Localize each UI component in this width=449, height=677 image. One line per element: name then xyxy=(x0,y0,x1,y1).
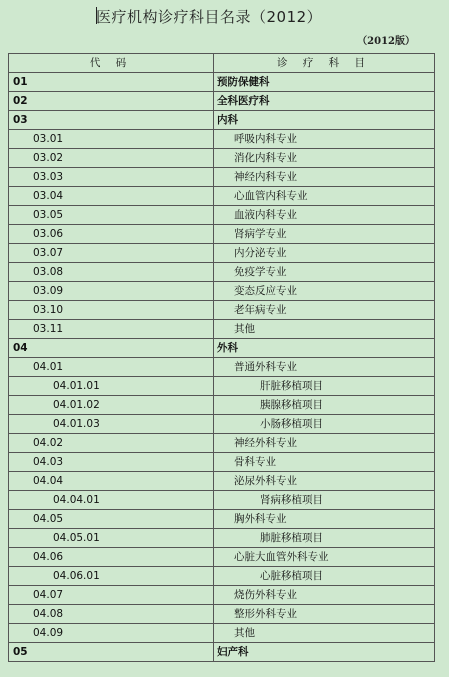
row-code: 03.10 xyxy=(9,301,214,320)
table-row xyxy=(9,358,435,377)
row-code: 04.01.03 xyxy=(9,415,214,434)
table-row xyxy=(9,453,435,472)
table-header-row xyxy=(9,54,435,73)
row-code: 04.02 xyxy=(9,434,214,453)
table-row xyxy=(9,301,435,320)
row-code: 03.04 xyxy=(9,187,214,206)
table-row xyxy=(9,548,435,567)
row-subject: 免疫学专业 xyxy=(214,263,435,282)
table-row xyxy=(9,567,435,586)
row-subject: 预防保健科 xyxy=(214,73,435,92)
table-row xyxy=(9,320,435,339)
table-row xyxy=(9,92,435,111)
table-row xyxy=(9,434,435,453)
table-row xyxy=(9,168,435,187)
row-code: 03.01 xyxy=(9,130,214,149)
row-code: 03.07 xyxy=(9,244,214,263)
row-code: 04.05.01 xyxy=(9,529,214,548)
row-subject: 肺脏移植项目 xyxy=(214,529,435,548)
row-code: 02 xyxy=(9,92,214,111)
row-subject: 心脏移植项目 xyxy=(214,567,435,586)
row-subject: 老年病专业 xyxy=(214,301,435,320)
table-row xyxy=(9,586,435,605)
row-subject: 内科 xyxy=(214,111,435,130)
table-row xyxy=(9,111,435,130)
row-subject: 普通外科专业 xyxy=(214,358,435,377)
table-row xyxy=(9,605,435,624)
row-code: 03.02 xyxy=(9,149,214,168)
table-row xyxy=(9,73,435,92)
row-subject: 全科医疗科 xyxy=(214,92,435,111)
table-row xyxy=(9,206,435,225)
table-row xyxy=(9,377,435,396)
row-code: 04.03 xyxy=(9,453,214,472)
row-code: 04.01.02 xyxy=(9,396,214,415)
row-subject: 其他 xyxy=(214,320,435,339)
table-row xyxy=(9,510,435,529)
table-row xyxy=(9,149,435,168)
table-row xyxy=(9,624,435,643)
row-subject: 骨科专业 xyxy=(214,453,435,472)
row-subject: 外科 xyxy=(214,339,435,358)
table-body xyxy=(9,73,435,662)
table-row xyxy=(9,339,435,358)
row-subject: 肾病学专业 xyxy=(214,225,435,244)
row-code: 04.05 xyxy=(9,510,214,529)
row-subject: 消化内科专业 xyxy=(214,149,435,168)
row-code: 04.08 xyxy=(9,605,214,624)
row-code: 03.05 xyxy=(9,206,214,225)
row-code: 03.03 xyxy=(9,168,214,187)
header-code: 代 码 xyxy=(9,54,214,73)
row-subject: 神经外科专业 xyxy=(214,434,435,453)
row-code: 04.01 xyxy=(9,358,214,377)
row-code: 03.09 xyxy=(9,282,214,301)
table-row xyxy=(9,282,435,301)
table-row xyxy=(9,130,435,149)
table-row xyxy=(9,225,435,244)
row-subject: 内分泌专业 xyxy=(214,244,435,263)
row-subject: 肝脏移植项目 xyxy=(214,377,435,396)
row-subject: 小肠移植项目 xyxy=(214,415,435,434)
row-code: 03.08 xyxy=(9,263,214,282)
row-code: 04.04 xyxy=(9,472,214,491)
row-subject: 神经内科专业 xyxy=(214,168,435,187)
row-code: 04.01.01 xyxy=(9,377,214,396)
row-subject: 整形外科专业 xyxy=(214,605,435,624)
row-subject: 胸外科专业 xyxy=(214,510,435,529)
table-row xyxy=(9,244,435,263)
table-row xyxy=(9,472,435,491)
row-code: 04.06.01 xyxy=(9,567,214,586)
table-row xyxy=(9,491,435,510)
row-code: 04.07 xyxy=(9,586,214,605)
row-code: 03.06 xyxy=(9,225,214,244)
row-subject: 胰腺移植项目 xyxy=(214,396,435,415)
row-code: 01 xyxy=(9,73,214,92)
row-code: 04.06 xyxy=(9,548,214,567)
table-row xyxy=(9,529,435,548)
row-subject: 妇产科 xyxy=(214,643,435,662)
header-subject: 诊 疗 科 目 xyxy=(214,54,435,73)
row-subject: 其他 xyxy=(214,624,435,643)
row-subject: 肾病移植项目 xyxy=(214,491,435,510)
row-subject: 心血管内科专业 xyxy=(214,187,435,206)
row-code: 04.04.01 xyxy=(9,491,214,510)
table-row xyxy=(9,187,435,206)
row-subject: 血液内科专业 xyxy=(214,206,435,225)
row-subject: 呼吸内科专业 xyxy=(214,130,435,149)
table-row xyxy=(9,263,435,282)
table-row xyxy=(9,396,435,415)
row-code: 04 xyxy=(9,339,214,358)
table-row xyxy=(9,643,435,662)
row-code: 03 xyxy=(9,111,214,130)
row-subject: 泌尿外科专业 xyxy=(214,472,435,491)
catalog-table xyxy=(8,53,435,662)
table-row xyxy=(9,415,435,434)
document-title: 医疗机构诊疗科目名录（2012） xyxy=(96,8,323,26)
row-subject: 变态反应专业 xyxy=(214,282,435,301)
row-subject: 心脏大血管外科专业 xyxy=(214,548,435,567)
row-code: 03.11 xyxy=(9,320,214,339)
row-subject: 烧伤外科专业 xyxy=(214,586,435,605)
row-code: 04.09 xyxy=(9,624,214,643)
edition-label: （2012版） xyxy=(357,36,415,47)
row-code: 05 xyxy=(9,643,214,662)
